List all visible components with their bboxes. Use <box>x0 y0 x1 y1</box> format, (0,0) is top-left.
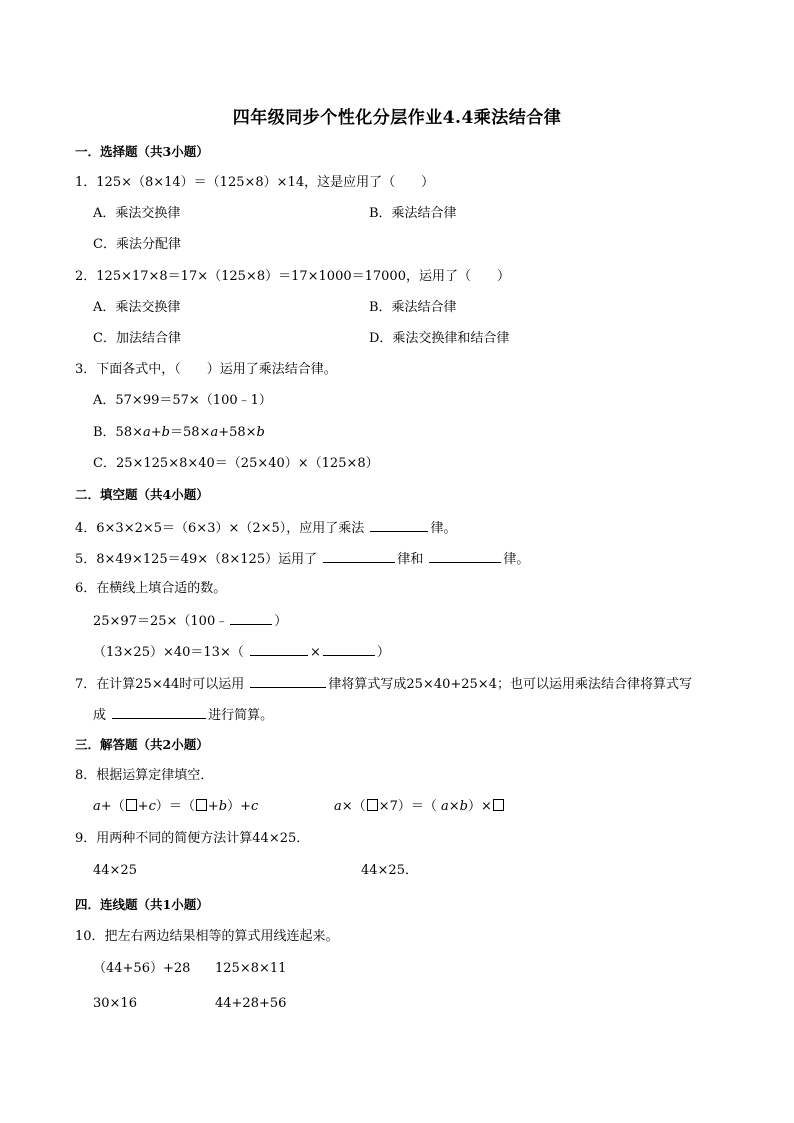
question-8-left-expression <box>93 798 258 816</box>
text-fragment: 25×97＝25×（100﹣ <box>93 614 229 629</box>
answer-box[interactable] <box>367 799 378 811</box>
text-fragment: B．58× <box>93 425 143 440</box>
text-fragment: （13×25）×40＝13×（ <box>93 645 244 660</box>
match-right-item-2[interactable]: 44+28+56 <box>215 996 287 1011</box>
text-fragment: 律。 <box>503 552 530 567</box>
question-2-option-d[interactable]: D．乘法交换律和结合律 <box>369 331 510 346</box>
variable: b <box>218 799 228 814</box>
question-1-stem: 1．125×（8×14）＝（125×8）×14，这是应用了（ ） <box>75 175 435 190</box>
question-3-stem: 3．下面各式中，（ ）运用了乘法结合律。 <box>75 362 337 377</box>
answer-blank[interactable] <box>230 611 272 625</box>
text-fragment: 律和 <box>397 552 424 567</box>
variable: c <box>251 799 259 814</box>
text-fragment: +（ <box>100 799 125 814</box>
answer-blank[interactable] <box>250 674 326 688</box>
answer-blank[interactable] <box>323 549 395 563</box>
variable: a <box>440 799 449 814</box>
answer-blank[interactable] <box>370 518 428 532</box>
question-6-line-2 <box>93 642 390 662</box>
text-fragment: ＝58× <box>170 425 211 440</box>
question-10-stem: 10．把左右两边结果相等的算式用线连起来。 <box>75 929 339 944</box>
question-2-option-b[interactable]: B．乘法结合律 <box>369 300 457 315</box>
question-1-option-a[interactable]: A．乘法交换律 <box>93 206 181 221</box>
section-heading-choice: 一．选择题（共3小题） <box>75 144 209 159</box>
question-9-method-2: 44×25． <box>361 863 418 878</box>
answer-blank[interactable] <box>429 549 501 563</box>
text-fragment: + <box>137 799 149 814</box>
answer-box[interactable] <box>196 799 207 811</box>
question-6-line-1 <box>93 611 287 631</box>
variable: b <box>256 425 265 440</box>
text-fragment: × <box>448 799 460 814</box>
question-1-option-c[interactable]: C．乘法分配律 <box>93 237 181 252</box>
text-fragment: 进行简算。 <box>208 708 274 723</box>
question-2-option-c[interactable]: C．加法结合律 <box>93 331 181 346</box>
page-title: 四年级同步个性化分层作业4.4乘法结合律 <box>232 108 562 128</box>
text-fragment: 成 <box>93 708 107 723</box>
variable: c <box>148 799 156 814</box>
match-left-item-2[interactable]: 30×16 <box>93 996 137 1011</box>
variable: a <box>93 799 101 814</box>
text-fragment: ×7）＝（ <box>378 799 441 814</box>
section-heading-solve: 三．解答题（共2小题） <box>75 737 209 752</box>
question-8-right-expression <box>334 798 505 816</box>
text-fragment: 4．6×3×2×5＝（6×3）×（2×5），应用了乘法 <box>75 521 365 536</box>
text-fragment: 律将算式写成25×40+25×4；也可以运用乘法结合律将算式写 <box>328 677 692 692</box>
question-8-stem: 8．根据运算定律填空． <box>75 768 214 783</box>
text-fragment: 律。 <box>430 521 457 536</box>
question-3-option-a[interactable]: A．57×99＝57×（100﹣1） <box>93 393 272 408</box>
variable: a <box>334 799 342 814</box>
section-heading-fill: 二．填空题（共4小题） <box>75 487 209 502</box>
section-heading-match: 四．连线题（共1小题） <box>75 897 209 912</box>
text-fragment: +58× <box>218 425 257 440</box>
text-fragment: + <box>150 425 162 440</box>
match-left-item-1[interactable]: （44+56）+28 <box>93 961 191 976</box>
match-right-item-1[interactable]: 125×8×11 <box>215 961 287 976</box>
text-fragment: ）× <box>467 799 492 814</box>
answer-blank[interactable] <box>250 642 308 656</box>
variable: a <box>210 425 219 440</box>
text-fragment: + <box>207 799 219 814</box>
text-fragment: ×（ <box>341 799 366 814</box>
question-9-method-1: 44×25 <box>93 863 137 878</box>
question-2-stem: 2．125×17×8＝17×（125×8）＝17×1000＝17000，运用了（ ） <box>75 269 510 284</box>
text-fragment: ） <box>274 614 288 629</box>
text-fragment: × <box>310 645 321 660</box>
answer-blank[interactable] <box>323 642 375 656</box>
text-fragment: 5．8×49×125＝49×（8×125）运用了 <box>75 552 318 567</box>
question-2-option-a[interactable]: A．乘法交换律 <box>93 300 181 315</box>
question-3-option-b[interactable] <box>93 424 265 442</box>
question-4 <box>75 518 456 538</box>
text-fragment: ）＝（ <box>155 799 195 814</box>
answer-blank[interactable] <box>112 705 206 719</box>
variable: b <box>459 799 468 814</box>
text-fragment: ）+ <box>227 799 252 814</box>
question-5 <box>75 549 529 569</box>
question-9-stem: 9．用两种不同的简便方法计算44×25． <box>75 831 310 846</box>
answer-box[interactable] <box>126 799 137 811</box>
question-7-line-2 <box>93 705 273 725</box>
text-fragment: 7．在计算25×44时可以运用 <box>75 677 245 692</box>
variable: a <box>143 425 151 440</box>
text-fragment: ） <box>376 645 390 660</box>
answer-box[interactable] <box>493 799 504 811</box>
question-3-option-c[interactable]: C．25×125×8×40＝（25×40）×（125×8） <box>93 456 379 471</box>
question-6-stem: 6．在横线上填合适的数。 <box>75 581 227 596</box>
question-1-option-b[interactable]: B．乘法结合律 <box>369 206 457 221</box>
question-7-line-1 <box>75 674 692 694</box>
variable: b <box>161 425 170 440</box>
